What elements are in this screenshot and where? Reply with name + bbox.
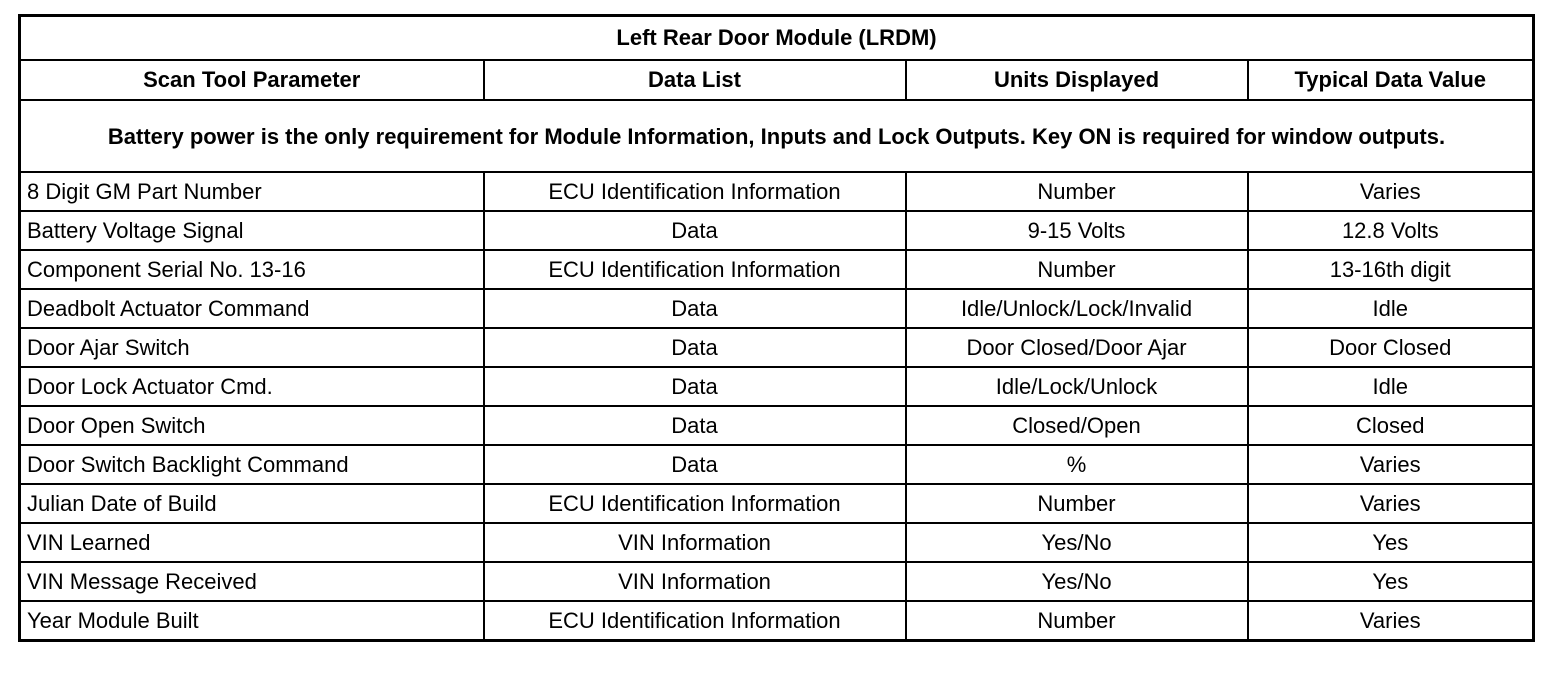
cell-units-displayed: Idle/Lock/Unlock: [906, 367, 1248, 406]
cell-typical-data-value: Varies: [1248, 172, 1534, 211]
cell-typical-data-value: 12.8 Volts: [1248, 211, 1534, 250]
table-row: [20, 601, 1534, 641]
cell-data-list: ECU Identification Information: [484, 250, 906, 289]
cell-scan-tool-parameter: Year Module Built: [20, 601, 484, 641]
cell-scan-tool-parameter: Julian Date of Build: [20, 484, 484, 523]
cell-units-displayed: Number: [906, 172, 1248, 211]
table-title-row: [20, 16, 1534, 61]
cell-data-list: ECU Identification Information: [484, 484, 906, 523]
cell-data-list: Data: [484, 328, 906, 367]
table-row: [20, 289, 1534, 328]
cell-typical-data-value: Varies: [1248, 601, 1534, 641]
table-row: [20, 484, 1534, 523]
cell-typical-data-value: Idle: [1248, 289, 1534, 328]
column-header-row: [20, 60, 1534, 100]
cell-typical-data-value: 13-16th digit: [1248, 250, 1534, 289]
requirement-note-row: [20, 100, 1534, 172]
table-row: [20, 445, 1534, 484]
cell-units-displayed: Idle/Unlock/Lock/Invalid: [906, 289, 1248, 328]
table-row: [20, 250, 1534, 289]
cell-units-displayed: %: [906, 445, 1248, 484]
cell-units-displayed: Closed/Open: [906, 406, 1248, 445]
cell-units-displayed: Yes/No: [906, 523, 1248, 562]
table-row: [20, 562, 1534, 601]
column-header-data-list: Data List: [484, 60, 906, 100]
table-row: [20, 367, 1534, 406]
cell-data-list: VIN Information: [484, 523, 906, 562]
cell-scan-tool-parameter: Battery Voltage Signal: [20, 211, 484, 250]
column-header-units-displayed: Units Displayed: [906, 60, 1248, 100]
cell-typical-data-value: Varies: [1248, 445, 1534, 484]
parameter-table: [18, 14, 1535, 642]
cell-scan-tool-parameter: VIN Learned: [20, 523, 484, 562]
cell-scan-tool-parameter: VIN Message Received: [20, 562, 484, 601]
cell-data-list: Data: [484, 289, 906, 328]
cell-scan-tool-parameter: Door Lock Actuator Cmd.: [20, 367, 484, 406]
requirement-note: Battery power is the only requirement for Module Information, Inputs and Lock Outputs. Key ON is required for window outputs.: [20, 100, 1534, 172]
cell-scan-tool-parameter: 8 Digit GM Part Number: [20, 172, 484, 211]
cell-typical-data-value: Yes: [1248, 562, 1534, 601]
cell-units-displayed: Number: [906, 250, 1248, 289]
cell-data-list: ECU Identification Information: [484, 172, 906, 211]
cell-units-displayed: Yes/No: [906, 562, 1248, 601]
cell-units-displayed: 9-15 Volts: [906, 211, 1248, 250]
cell-data-list: Data: [484, 211, 906, 250]
cell-typical-data-value: Idle: [1248, 367, 1534, 406]
cell-units-displayed: Door Closed/Door Ajar: [906, 328, 1248, 367]
cell-data-list: ECU Identification Information: [484, 601, 906, 641]
cell-data-list: Data: [484, 406, 906, 445]
cell-typical-data-value: Closed: [1248, 406, 1534, 445]
cell-scan-tool-parameter: Door Switch Backlight Command: [20, 445, 484, 484]
column-header-typical-data-value: Typical Data Value: [1248, 60, 1534, 100]
cell-typical-data-value: Varies: [1248, 484, 1534, 523]
table-row: [20, 172, 1534, 211]
cell-scan-tool-parameter: Door Ajar Switch: [20, 328, 484, 367]
cell-units-displayed: Number: [906, 484, 1248, 523]
cell-scan-tool-parameter: Door Open Switch: [20, 406, 484, 445]
cell-data-list: Data: [484, 445, 906, 484]
cell-scan-tool-parameter: Deadbolt Actuator Command: [20, 289, 484, 328]
cell-units-displayed: Number: [906, 601, 1248, 641]
table-row: [20, 523, 1534, 562]
cell-data-list: VIN Information: [484, 562, 906, 601]
table-row: [20, 406, 1534, 445]
cell-typical-data-value: Yes: [1248, 523, 1534, 562]
cell-data-list: Data: [484, 367, 906, 406]
column-header-scan-tool-parameter: Scan Tool Parameter: [20, 60, 484, 100]
table-row: [20, 211, 1534, 250]
cell-typical-data-value: Door Closed: [1248, 328, 1534, 367]
table-row: [20, 328, 1534, 367]
cell-scan-tool-parameter: Component Serial No. 13-16: [20, 250, 484, 289]
table-title: Left Rear Door Module (LRDM): [20, 16, 1534, 61]
